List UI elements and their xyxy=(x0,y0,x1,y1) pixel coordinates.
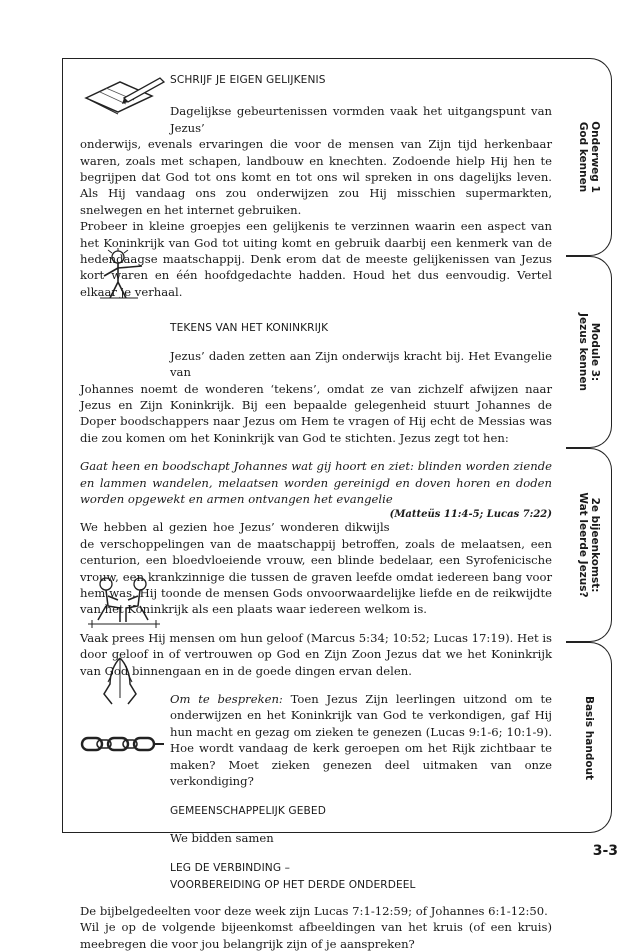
tab-module[interactable] xyxy=(566,256,612,448)
bible-quote xyxy=(80,458,552,521)
link-paragraph-2: Wil je op de volgende bijeenkomst afbeeldingen van het kruis (of een kruis) meebregen die voor jou belangrijk zijn of je aanspreken? xyxy=(80,920,552,951)
tab-onderweg[interactable] xyxy=(566,58,612,256)
link-heading-1: LEG DE VERBINDING – xyxy=(170,862,290,875)
tab-session[interactable] xyxy=(566,448,612,642)
link-heading-2: VOORBEREIDING OP HET DERDE ONDERDEEL xyxy=(170,878,416,891)
tab-handout-label xyxy=(582,695,594,779)
page-number: 3-3 xyxy=(592,843,618,859)
tab-line: God kennen xyxy=(576,121,589,193)
tab-line: 2e bijeenkomst: xyxy=(588,497,601,593)
prayer-text: We bidden samen xyxy=(170,830,274,845)
bible-quote-text: Gaat heen en boodschapt Johannes wat gij hoort en ziet: blinden worden ziende en lammen wandelen, melaatsen worden gereinigd en doven horen en doden worden opgewekt en armen ontvangen het evangelie xyxy=(80,459,552,506)
signs-paragraph-1: Johannes noemt de wonderen ‘tekens’, omdat ze van zichzelf afwijzen naar Jezus en Zijn Koninkrijk. Bij een bepaalde gelegenheid stuurt Johannes de Doper boodschappers naar Jezus om Hem te vragen of Hij echt de Messias was die zou komen om het Koninkrijk van God te stichten. Jezus zegt tot hen: xyxy=(80,381,552,445)
tab-module-label xyxy=(576,313,600,391)
bible-quote-ref: (Matteüs 11:4-5; Lucas 7:22) xyxy=(389,509,552,521)
tab-onderweg-label xyxy=(576,121,600,193)
tab-line: Basis handout xyxy=(582,695,595,780)
prayer-heading: GEMEENSCHAPPELIJK GEBED xyxy=(170,805,326,818)
discussion-label: Om te bespreken: xyxy=(170,692,283,706)
tab-handout[interactable] xyxy=(566,642,612,833)
parable-heading: SCHRIJF JE EIGEN GELIJKENIS xyxy=(170,74,326,86)
tab-line: Wat leerde Jezus? xyxy=(576,492,589,598)
signs-heading: TEKENS VAN HET KONINKRIJK xyxy=(170,322,329,335)
parable-paragraph-2: Probeer in kleine groepjes een gelijkenis te verzinnen waarin een aspect van het Koninkrijk van God tot uiting komt en gebruik daarbij een kenmerk van de hedendaagse maatschappij. Denk erom dat de meeste gelijkenissen van Jezus kort waren en één hoofdgedachte hadden. Houd het dus eenvoudig. Vertel elkaar je verhaal. xyxy=(80,219,552,299)
tab-session-label xyxy=(576,492,600,597)
signs-paragraph-3: Vaak prees Hij mensen om hun geloof (Marcus 5:34; 10:52; Lucas 17:19). Het is door geloof in of vertrouwen op God en Zijn Zoon Jezus dat we het Koninkrijk van God binnengaan en in de goede dingen ervan delen. xyxy=(80,630,552,678)
tab-line: Module 3: xyxy=(588,322,601,382)
discussion-text: Toen Jezus Zijn leerlingen uitzond om te onderwijzen en het Koninkrijk van God te verkondigen, gaf Hij hun macht en gezag om zieken te genezen (Lucas 9:1-6; 10:1-9). Hoe wordt vandaag de kerk geroepen om het Rijk zichtbaar te maken? Moet zieken genezen deel uitmaken van onze verkondiging? xyxy=(170,692,552,789)
tab-line: Onderweg 1 xyxy=(588,121,601,193)
page-content xyxy=(80,66,552,952)
signs-paragraph-2: We hebben al gezien hoe Jezus’ wonderen dikwijls de verschoppelingen van de maatschappij betroffen, zoals de melaatsen, een centurion, een bloedvloeiende vrouw, een blinde bedelaar, een Syrofenicische vrouw, een krankzinnige die tussen de graven leefde omdat iedereen bang voor hem was. Hij toonde de mensen Gods onvoorwaardelijke liefde en de reikwijdte van het Koninkrijk als een plaats waar iedereen welkom is. xyxy=(80,520,552,617)
tab-line: Jezus kennen xyxy=(576,313,589,391)
discussion-block xyxy=(80,691,552,789)
parable-paragraph-lead: Dagelijkse gebeurtenissen vormden vaak het uitgangspunt van Jezus’ xyxy=(170,104,552,135)
section-tabs xyxy=(566,58,616,833)
parable-paragraph-1: onderwijs, evenals ervaringen die voor de mensen van Zijn tijd herkenbaar waren, zoals met schapen, landbouw en knechten. Zodoende hielp Hij hen te begrijpen dat God tot ons komt en tot ons wil spreken in ons dagelijks leven. Als Hij vandaag ons zou onderwijzen zou Hij misschien supermarkten, snelwegen en het internet gebruiken. xyxy=(80,137,552,217)
link-paragraph-1: De bijbelgedeelten voor deze week zijn Lucas 7:1-12:59; of Johannes 6:1-12:50. xyxy=(80,904,548,919)
signs-paragraph-lead: Jezus’ daden zetten aan Zijn onderwijs kracht bij. Het Evangelie van xyxy=(170,348,552,380)
